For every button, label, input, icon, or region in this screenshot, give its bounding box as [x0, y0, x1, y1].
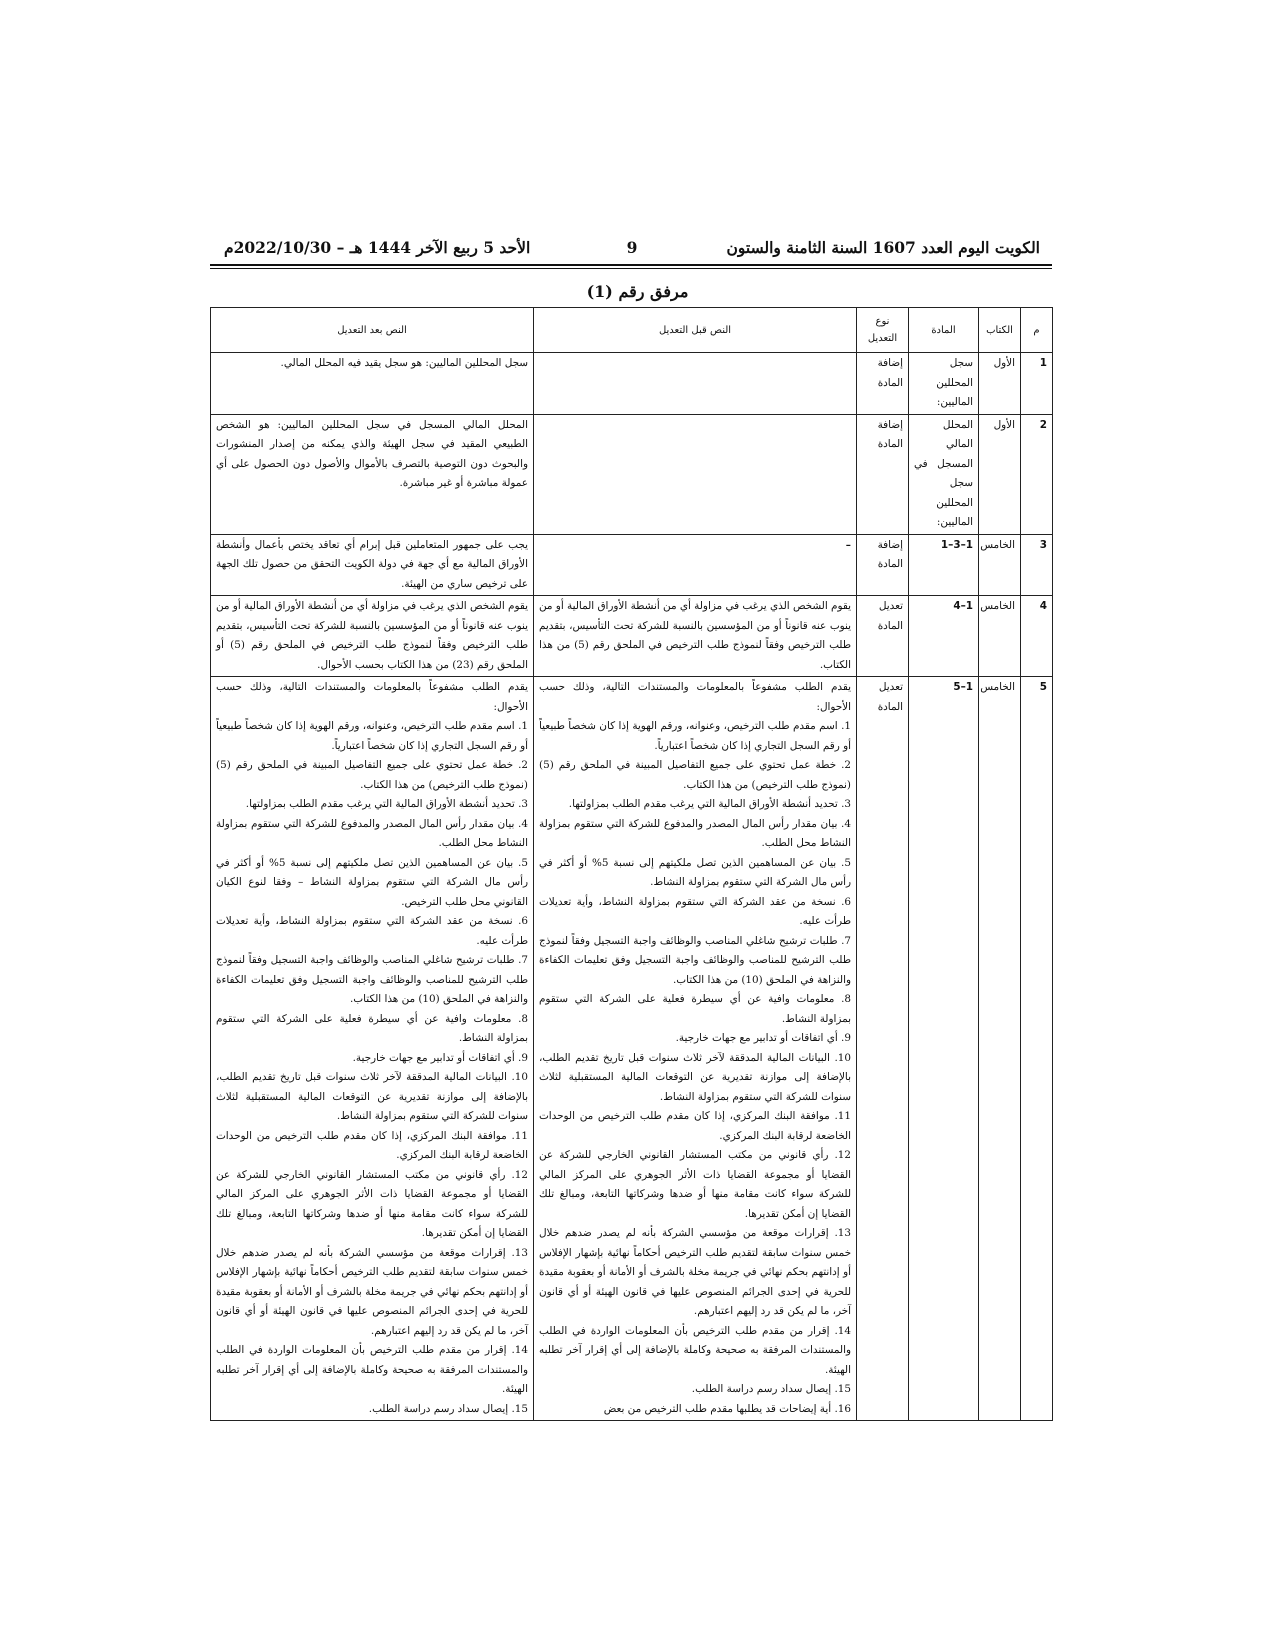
- header-type: نوع التعديل: [857, 308, 909, 353]
- row-number: 2: [1021, 414, 1053, 534]
- text-paragraph: 13. إقرارات موقعة من مؤسسي الشركة بأنه لم يصدر ضدهم خلال خمس سنوات سابقة لتقديم طلب الترخيص أحكاماً نهائية بإشهار الإفلاس أو إدانتهم بحكم نهائي في جريمة مخلة بالشرف أو الأمانة أو بعقوبة مقيدة للحرية في إحدى الجرائم المنصوص عليها في قانون الهيئة أو أي قانون آخر، ما لم يكن قد رد إليهم اعتبارهم.: [539, 1227, 851, 1317]
- text-paragraph: 15. إيصال سداد رسم دراسة الطلب.: [691, 1383, 851, 1395]
- row-text-before: [534, 596, 857, 677]
- row-text-after: [211, 414, 534, 534]
- row-book: الخامس: [979, 596, 1021, 677]
- header-book: الكتاب: [979, 308, 1021, 353]
- text-paragraph: 6. نسخة من عقد الشركة التي ستقوم بمزاولة النشاط، وأية تعديلات طرأت عليه.: [539, 895, 851, 927]
- row-amendment-type: تعديل المادة: [857, 596, 909, 677]
- table-row: [211, 353, 1053, 415]
- text-paragraph: 16. أية إيضاحات قد يطلبها مقدم طلب الترخيص من بعض: [603, 1402, 851, 1415]
- text-paragraph: 12. رأي قانوني من مكتب المستشار القانوني الخارجي للشركة عن القضايا أو مجموعة القضايا ذات الأثر الجوهري على المركز المالي للشركة سواء كانت مقامة منها أو ضدها وشركاتها التابعة، ومبالغ تلك القضايا إن أمكن تقديرها.: [539, 1149, 851, 1220]
- table-row: [211, 414, 1053, 534]
- header-after: النص بعد التعديل: [211, 308, 534, 353]
- row-book: الأول: [979, 414, 1021, 534]
- row-text-before: [534, 353, 857, 415]
- text-paragraph: 9. أي اتفاقات أو تدابير مع جهات خارجية.: [352, 1051, 528, 1064]
- text-paragraph: المحلل المالي المسجل في سجل المحللين الماليين: هو الشخص الطبيعي المقيد في سجل الهيئة والذي يمكنه من إصدار المنشورات والبحوث دون التوصية بالتصرف بالأموال والأصول دون الحصول على أي عمولة مباشرة أو غير مباشرة.: [216, 418, 528, 489]
- row-amendment-type: إضافة المادة: [857, 534, 909, 596]
- table-row: [211, 677, 1053, 1421]
- row-number: 4: [1021, 596, 1053, 677]
- issue-date: الأحد 5 ربيع الآخر 1444 هـ – 2022/10/30م: [224, 238, 531, 257]
- row-amendment-type: إضافة المادة: [857, 414, 909, 534]
- text-paragraph: 5. بيان عن المساهمين الذين تصل ملكيتهم إلى نسبة 5% أو أكثر في رأس مال الشركة التي ستقوم بمزاولة النشاط – وفقا لنوع الكيان القانوني محل طلب الترخيص.: [216, 856, 528, 908]
- row-amendment-type: تعديل المادة: [857, 677, 909, 1421]
- text-paragraph: 7. طلبات ترشيح شاغلي المناصب والوظائف واجبة التسجيل وفقاً لنموذج طلب الترشيح للمناصب والوظائف واجبة التسجيل وفق تعليمات الكفاءة والنزاهة في الملحق (10) من هذا الكتاب.: [216, 954, 528, 1005]
- header-before: النص قبل التعديل: [534, 308, 857, 353]
- page-number: 9: [626, 238, 638, 257]
- text-paragraph: 14. إقرار من مقدم طلب الترخيص بأن المعلومات الواردة في الطلب والمستندات المرفقة به صحيحة وكاملة بالإضافة إلى أي إقرار آخر تطلبه الهيئة.: [539, 1324, 851, 1376]
- amendments-table: [210, 307, 1053, 1421]
- text-paragraph: 12. رأي قانوني من مكتب المستشار القانوني الخارجي للشركة عن القضايا أو مجموعة القضايا ذات الأثر الجوهري على المركز المالي للشركة سواء كانت مقامة منها أو ضدها وشركاتها التابعة، ومبالغ تلك القضايا إن أمكن تقديرها.: [216, 1168, 528, 1239]
- text-paragraph: –: [845, 538, 851, 551]
- attachment-title: مرفق رقم (1): [586, 282, 689, 301]
- row-number: 1: [1021, 353, 1053, 415]
- row-article: 1–3–1: [909, 534, 979, 596]
- row-text-after: [211, 353, 534, 415]
- text-paragraph: 7. طلبات ترشيح شاغلي المناصب والوظائف واجبة التسجيل وفقاً لنموذج طلب الترشيح للمناصب والوظائف واجبة التسجيل وفق تعليمات الكفاءة والنزاهة في الملحق (10) من هذا الكتاب.: [539, 934, 851, 986]
- row-article: 1–4: [909, 596, 979, 677]
- text-paragraph: 1. اسم مقدم طلب الترخيص، وعنوانه، ورقم الهوية إذا كان شخصاً طبيعياً أو رقم السجل التجاري إذا كان شخصاً اعتبارياً.: [216, 720, 528, 752]
- header-article: المادة: [909, 308, 979, 353]
- text-paragraph: 15. إيصال سداد رسم دراسة الطلب.: [368, 1402, 528, 1415]
- text-paragraph: 4. بيان مقدار رأس المال المصدر والمدفوع للشركة التي ستقوم بمزاولة النشاط محل الطلب.: [216, 817, 528, 849]
- gazette-issue: الكويت اليوم العدد 1607 السنة الثامنة والستون: [726, 238, 1040, 257]
- text-paragraph: يقوم الشخص الذي يرغب في مزاولة أي من أنشطة الأوراق المالية أو من ينوب عنه قانوناً أو من المؤسسين بالنسبة للشركة تحت التأسيس، بتقديم طلب الترخيص وفقاً لنموذج طلب الترخيص في الملحق رقم (5) أو الملحق رقم (23) من هذا الكتاب بحسب الأحوال.: [216, 600, 529, 671]
- row-book: الخامس: [979, 677, 1021, 1421]
- text-paragraph: 14. إقرار من مقدم طلب الترخيص بأن المعلومات الواردة في الطلب والمستندات المرفقة به صحيحة وكاملة بالإضافة إلى أي إقرار آخر تطلبه الهيئة.: [216, 1344, 528, 1395]
- text-paragraph: 10. البيانات المالية المدققة لآخر ثلاث سنوات قبل تاريخ تقديم الطلب، بالإضافة إلى موازنة تقديرية عن التوقعات المالية المستقبلية لثلاث سنوات للشركة التي ستقوم بمزاولة النشاط.: [539, 1051, 851, 1103]
- header-rule-thin: [210, 268, 1052, 269]
- header-rule-thick: [210, 264, 1052, 266]
- row-amendment-type: إضافة المادة: [857, 353, 909, 415]
- text-paragraph: 9. أي اتفاقات أو تدابير مع جهات خارجية.: [675, 1032, 851, 1044]
- row-text-after: [211, 677, 534, 1421]
- text-paragraph: 3. تحديد أنشطة الأوراق المالية التي يرغب مقدم الطلب بمزاولتها.: [245, 798, 528, 810]
- row-book: الأول: [979, 353, 1021, 415]
- text-paragraph: 2. خطة عمل تحتوي على جميع التفاصيل المبينة في الملحق رقم (5) (نموذج طلب الترخيص) من هذا الكتاب.: [539, 759, 851, 791]
- page-header: [224, 238, 1040, 264]
- text-paragraph: 4. بيان مقدار رأس المال المصدر والمدفوع للشركة التي ستقوم بمزاولة النشاط محل الطلب.: [539, 817, 851, 849]
- text-paragraph: 3. تحديد أنشطة الأوراق المالية التي يرغب مقدم الطلب بمزاولتها.: [568, 798, 851, 810]
- row-text-before: [534, 534, 857, 596]
- row-article: 1–5: [909, 677, 979, 1421]
- text-paragraph: سجل المحللين الماليين: هو سجل يقيد فيه المحلل المالي.: [280, 357, 528, 369]
- row-text-after: [211, 596, 534, 677]
- text-paragraph: 5. بيان عن المساهمين الذين تصل ملكيتهم إلى نسبة 5% أو أكثر في رأس مال الشركة التي ستقوم بمزاولة النشاط.: [539, 856, 851, 888]
- text-paragraph: 11. موافقة البنك المركزي، إذا كان مقدم طلب الترخيص من الوحدات الخاضعة لرقابة البنك المركزي.: [539, 1110, 851, 1142]
- row-text-before: [534, 677, 857, 1421]
- text-paragraph: 1. اسم مقدم طلب الترخيص، وعنوانه، ورقم الهوية إذا كان شخصاً طبيعياً أو رقم السجل التجاري إذا كان شخصاً اعتبارياً.: [539, 720, 851, 752]
- text-paragraph: 2. خطة عمل تحتوي على جميع التفاصيل المبينة في الملحق رقم (5) (نموذج طلب الترخيص) من هذا الكتاب.: [216, 759, 528, 791]
- table-row: [211, 534, 1053, 596]
- text-paragraph: 8. معلومات وافية عن أي سيطرة فعلية على الشركة التي ستقوم بمزاولة النشاط.: [539, 993, 851, 1025]
- text-paragraph: 13. إقرارات موقعة من مؤسسي الشركة بأنه لم يصدر ضدهم خلال خمس سنوات سابقة لتقديم طلب الترخيص أحكاماً نهائية بإشهار الإفلاس أو إدانتهم بحكم نهائي في جريمة مخلة بالشرف أو الأمانة أو بعقوبة مقيدة للحرية في إحدى الجرائم المنصوص عليها في قانون الهيئة أو أي قانون آخر، ما لم يكن قد رد إليهم اعتبارهم.: [216, 1246, 528, 1337]
- row-article: سجل المحللين الماليين:: [909, 353, 979, 415]
- row-number: 5: [1021, 677, 1053, 1421]
- text-paragraph: يقدم الطلب مشفوعاً بالمعلومات والمستندات التالية، وذلك حسب الأحوال:: [539, 681, 851, 713]
- text-paragraph: 11. موافقة البنك المركزي، إذا كان مقدم طلب الترخيص من الوحدات الخاضعة لرقابة البنك المركزي.: [216, 1129, 528, 1161]
- header-num: م: [1021, 308, 1053, 353]
- text-paragraph: يقوم الشخص الذي يرغب في مزاولة أي من أنشطة الأوراق المالية أو من ينوب عنه قانوناً أو من المؤسسين بالنسبة للشركة تحت التأسيس، بتقديم طلب الترخيص وفقاً لنموذج طلب الترخيص في الملحق رقم (5) من هذا الكتاب.: [539, 600, 851, 671]
- row-text-before: [534, 414, 857, 534]
- text-paragraph: 8. معلومات وافية عن أي سيطرة فعلية على الشركة التي ستقوم بمزاولة النشاط.: [216, 1012, 528, 1044]
- row-book: الخامس: [979, 534, 1021, 596]
- text-paragraph: يقدم الطلب مشفوعاً بالمعلومات والمستندات التالية، وذلك حسب الأحوال:: [216, 681, 528, 713]
- row-article: المحلل المالي المسجل في سجل المحللين الماليين:: [909, 414, 979, 534]
- text-paragraph: 6. نسخة من عقد الشركة التي ستقوم بمزاولة النشاط، وأية تعديلات طرأت عليه.: [216, 915, 528, 947]
- table-row: [211, 596, 1053, 677]
- table-header-row: [211, 308, 1053, 353]
- text-paragraph: يجب على جمهور المتعاملين قبل إبرام أي تعاقد يختص بأعمال وأنشطة الأوراق المالية مع أي جهة في دولة الكويت التحقق من حصول تلك الجهة على ترخيص ساري من الهيئة.: [216, 538, 528, 590]
- row-text-after: [211, 534, 534, 596]
- row-number: 3: [1021, 534, 1053, 596]
- text-paragraph: 10. البيانات المالية المدققة لآخر ثلاث سنوات قبل تاريخ تقديم الطلب، بالإضافة إلى موازنة تقديرية عن التوقعات المالية المستقبلية لثلاث سنوات للشركة التي ستقوم بمزاولة النشاط.: [216, 1071, 528, 1122]
